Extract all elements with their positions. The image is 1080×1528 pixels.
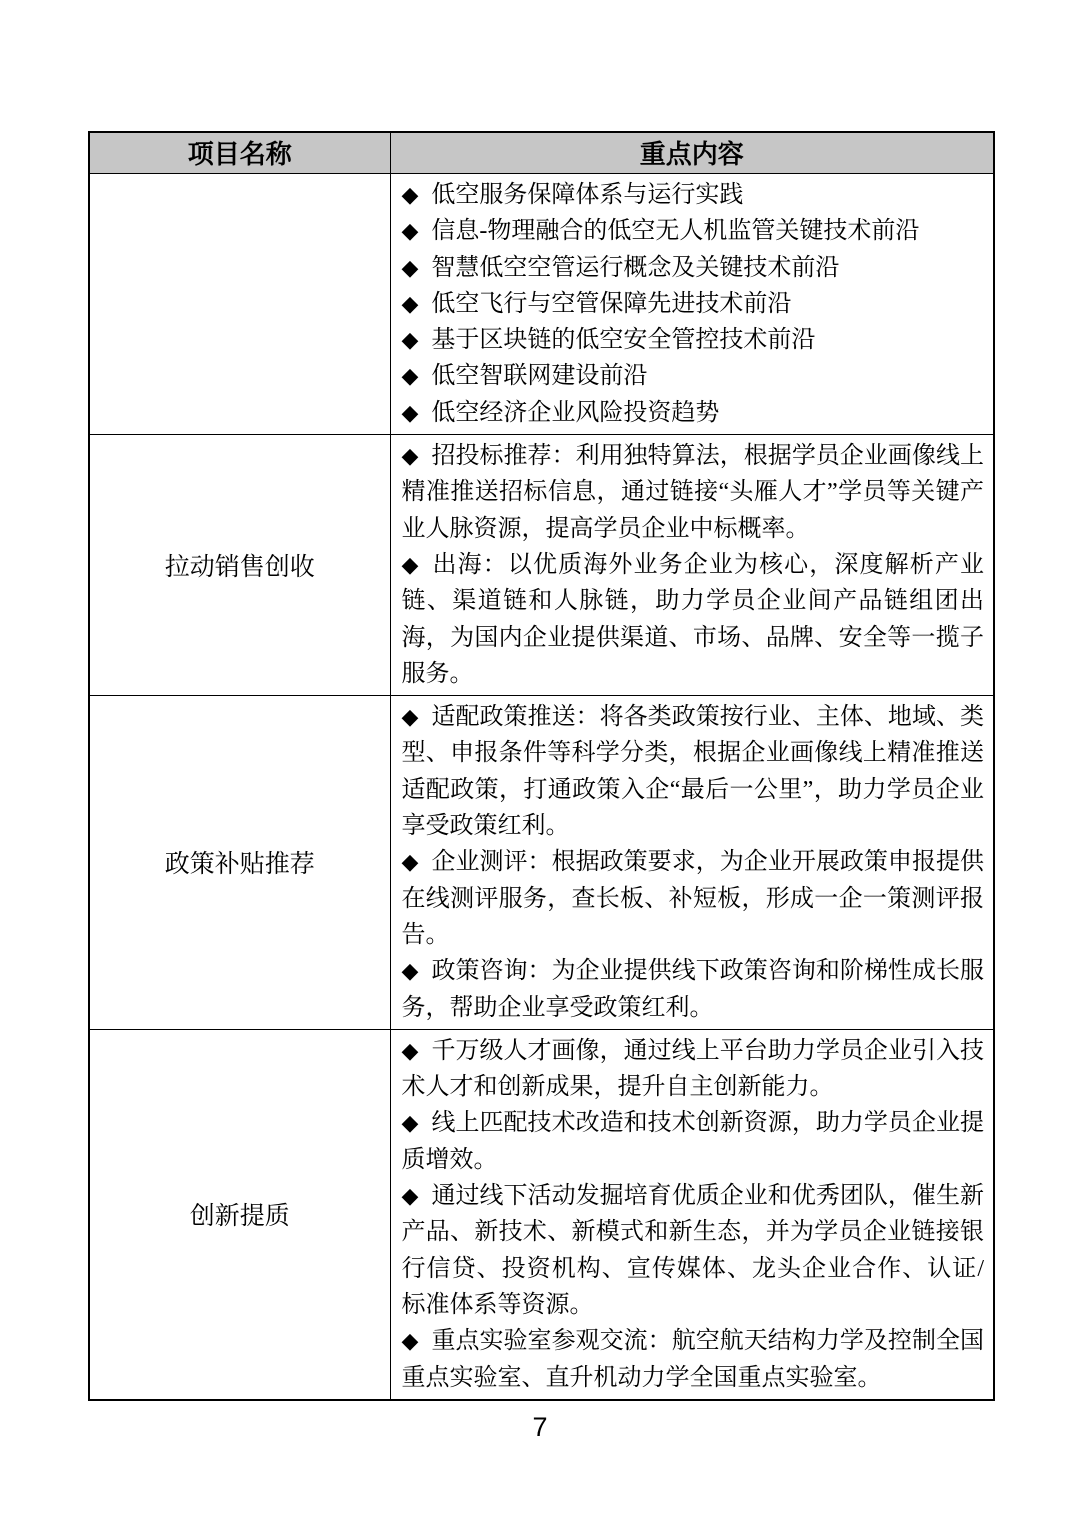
diamond-bullet-icon: ◆ xyxy=(401,327,419,353)
diamond-bullet-icon: ◆ xyxy=(401,1328,419,1354)
content-text: 政策咨询：为企业提供线下政策咨询和阶梯性成长服务，帮助企业享受政策红利。 xyxy=(401,958,984,1021)
content-text: 线上匹配技术改造和技术创新资源，助力学员企业提质增效。 xyxy=(401,1110,984,1173)
content-list-item xyxy=(402,250,985,286)
project-name-cell xyxy=(89,174,390,435)
content-text: 千万级人才画像，通过线上平台助力学员企业引入技术人才和创新成果，提升自主创新能力。 xyxy=(401,1037,984,1101)
content-text: 出海：以优质海外业务企业为核心，深度解析产业链、渠道链和人脉链，助力学员企业间产品链组团出海，为国内企业提供渠道、市场、品牌、安全等一揽子服务。 xyxy=(401,551,984,687)
content-text: 招投标推荐：利用独特算法，根据学员企业画像线上精准推送招标信息，通过链接“头雁人才”学员等关键产业人脉资源，提高学员企业中标概率。 xyxy=(401,443,984,542)
content-text: 低空智联网建设前沿 xyxy=(431,363,648,390)
content-text: 企业测评：根据政策要求，为企业开展政策申报提供在线测评服务，查长板、补短板，形成一企一策测评报告。 xyxy=(401,849,984,948)
content-text: 适配政策推送：将各类政策按行业、主体、地域、类型、申报条件等科学分类，根据企业画像线上精准推送适配政策，打通政策入企“最后一公里”，助力学员企业享受政策红利。 xyxy=(401,704,984,840)
content-cell xyxy=(390,435,994,696)
project-name-cell: 拉动销售创收 xyxy=(89,435,390,696)
diamond-bullet-icon: ◆ xyxy=(401,290,419,316)
content-list-item xyxy=(402,547,985,692)
table-row xyxy=(89,174,994,435)
content-text: 低空飞行与空管保障先进技术前沿 xyxy=(431,290,792,317)
table-row xyxy=(89,696,994,1030)
content-list-item xyxy=(402,699,985,844)
table-header-row xyxy=(89,132,994,174)
page-number: 7 xyxy=(532,1412,548,1442)
project-name-cell: 政策补贴推荐 xyxy=(89,696,390,1030)
content-cell xyxy=(390,696,994,1030)
diamond-bullet-icon: ◆ xyxy=(401,363,419,389)
diamond-bullet-icon: ◆ xyxy=(401,1037,419,1063)
content-text: 低空服务保障体系与运行实践 xyxy=(431,182,744,208)
content-text: 基于区块链的低空安全管控技术前沿 xyxy=(431,327,816,354)
diamond-bullet-icon: ◆ xyxy=(401,1183,419,1209)
column-header-key-content: 重点内容 xyxy=(390,132,994,174)
content-list-item xyxy=(402,438,985,547)
diamond-bullet-icon: ◆ xyxy=(401,849,419,875)
content-list-item xyxy=(402,286,985,322)
diamond-bullet-icon: ◆ xyxy=(401,704,419,730)
table-row xyxy=(89,1029,994,1399)
content-list-item xyxy=(402,1105,985,1178)
diamond-bullet-icon: ◆ xyxy=(401,182,419,207)
content-cell xyxy=(390,1029,994,1399)
content-list-item xyxy=(402,322,985,358)
project-name-cell: 创新提质 xyxy=(89,1029,390,1399)
content-list-item xyxy=(402,358,985,394)
column-header-project-name: 项目名称 xyxy=(89,132,390,174)
content-text: 信息-物理融合的低空无人机监管关键技术前沿 xyxy=(431,218,920,245)
content-text: 重点实验室参观交流：航空航天结构力学及控制全国重点实验室、直升机动力学全国重点实验室。 xyxy=(401,1328,984,1391)
diamond-bullet-icon: ◆ xyxy=(401,254,419,280)
diamond-bullet-icon: ◆ xyxy=(401,218,419,244)
content-cell xyxy=(390,174,994,435)
content-text: 通过线下活动发掘培育优质企业和优秀团队，催生新产品、新技术、新模式和新生态，并为学员企业链接银行信贷、投资机构、宣传媒体、龙头企业合作、认证/标准体系等资源。 xyxy=(401,1183,984,1318)
diamond-bullet-icon: ◆ xyxy=(401,1110,419,1136)
content-list-item xyxy=(402,1178,985,1323)
diamond-bullet-icon: ◆ xyxy=(401,958,419,984)
table-row xyxy=(89,435,994,696)
content-list-item xyxy=(402,213,985,249)
diamond-bullet-icon: ◆ xyxy=(401,551,419,577)
projects-table xyxy=(88,131,995,1401)
content-list-item xyxy=(402,953,985,1026)
content-list-item xyxy=(402,1323,985,1396)
content-list-item xyxy=(402,1033,985,1106)
diamond-bullet-icon: ◆ xyxy=(401,399,419,425)
content-list-item xyxy=(402,844,985,953)
content-list-item xyxy=(402,395,985,431)
content-text: 低空经济企业风险投资趋势 xyxy=(431,399,720,426)
content-text: 智慧低空空管运行概念及关键技术前沿 xyxy=(431,254,840,281)
diamond-bullet-icon: ◆ xyxy=(401,443,419,469)
content-list-item xyxy=(402,177,985,213)
